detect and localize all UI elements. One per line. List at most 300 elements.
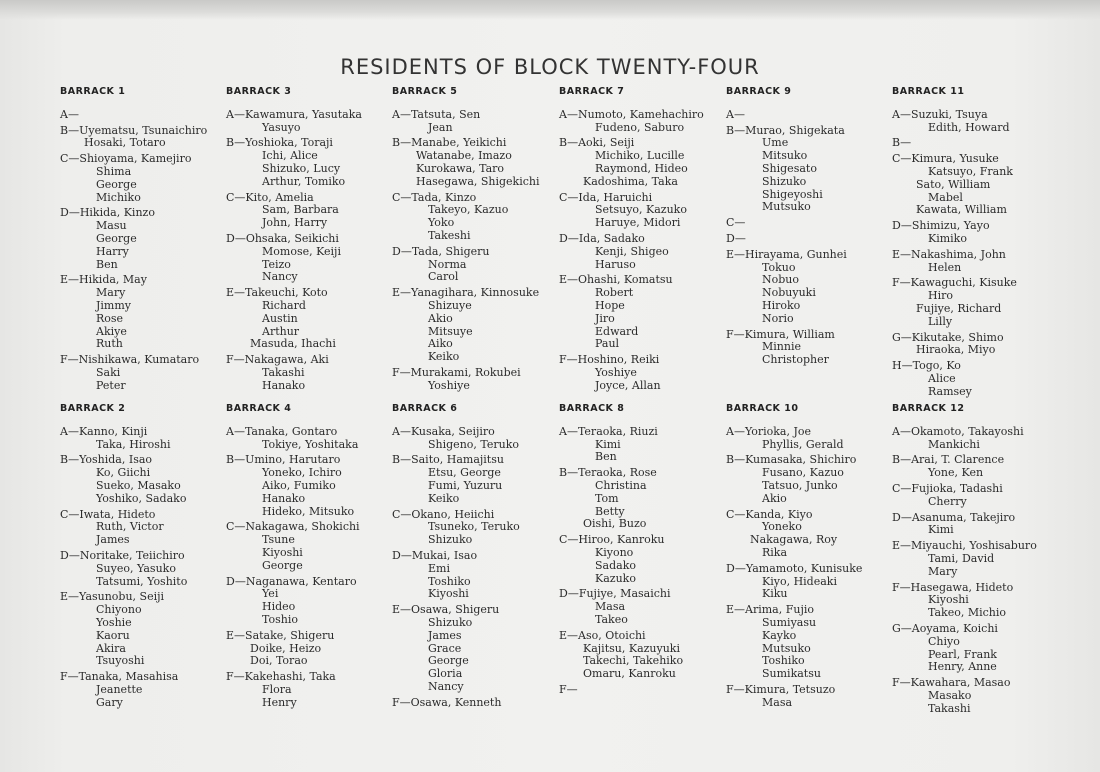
apartment-head-resident: A—Tatsuta, Sen — [392, 107, 481, 121]
resident-name: Kiyono — [595, 545, 634, 559]
resident-name: Masa — [762, 695, 793, 709]
resident-name: Chiyo — [928, 634, 960, 648]
page-top-edge — [0, 0, 1100, 20]
resident-name: George — [96, 231, 137, 245]
resident-name: Kawata, William — [916, 203, 1007, 217]
resident-name: Nobuyuki — [762, 286, 816, 300]
apartment-head-resident: H—Togo, Ko — [892, 359, 961, 373]
apartment-head-resident: A—Tanaka, Gontaro — [226, 424, 338, 438]
apartment-head-resident: E—Osawa, Shigeru — [392, 603, 500, 617]
apartment-head-resident: A—Kawamura, Yasutaka — [226, 107, 362, 121]
resident-name: Harry — [96, 244, 129, 258]
resident-name: Jiro — [595, 311, 615, 325]
resident-name: Takeo — [595, 612, 628, 626]
apartment-entry — [226, 109, 398, 135]
apartment-head-resident: E—Takeuchi, Koto — [226, 286, 328, 300]
apartment-head-resident: B—Manabe, Yeikichi — [392, 136, 507, 150]
apartment-head-resident: E—Ohashi, Komatsu — [559, 273, 673, 287]
resident-name: Sato, William — [916, 177, 991, 191]
apartment-entry — [726, 426, 898, 452]
apartment-head-resident: D—Shimizu, Yayo — [892, 219, 990, 233]
resident-name: Katsuyo, Frank — [928, 164, 1013, 178]
resident-name: Keiko — [428, 491, 460, 505]
resident-name: Yoneko, Ichiro — [262, 466, 342, 480]
apartment-entry — [892, 623, 1064, 674]
resident-name: Gary — [96, 695, 123, 709]
resident-name: Suyeo, Yasuko — [96, 561, 176, 575]
resident-name: Hanako — [262, 491, 306, 505]
apartment-entry — [892, 109, 1064, 135]
resident-name: Fusano, Kazuo — [762, 466, 844, 480]
apartment-head-resident: B—Aoki, Seiji — [559, 136, 635, 150]
resident-name: Sueko, Masako — [96, 478, 181, 492]
resident-name: Mitsuye — [428, 324, 473, 338]
apartment-head-resident: A—Numoto, Kamehachiro — [559, 107, 704, 121]
resident-name: Mankichi — [928, 437, 980, 451]
barrack-heading: BARRACK 6 — [392, 403, 458, 414]
apartment-head-resident: A—Okamoto, Takayoshi — [892, 424, 1024, 438]
apartment-entry — [60, 591, 232, 668]
barrack-block — [559, 403, 731, 700]
resident-name: Haruso — [595, 257, 636, 271]
apartment-head-resident: F—Nakagawa, Aki — [226, 353, 329, 367]
apartment-head-resident: D—Hikida, Kinzo — [60, 206, 155, 220]
resident-name: Shizuko — [762, 174, 807, 188]
apartment-entry — [392, 604, 564, 694]
resident-name: Sadako — [595, 558, 636, 572]
resident-name: Hiro — [928, 289, 953, 303]
apartment-entry — [726, 233, 898, 246]
resident-name: Yone, Ken — [928, 466, 984, 480]
resident-name: Mabel — [928, 190, 963, 204]
apartment-head-resident: B—Yoshioka, Toraji — [226, 136, 333, 150]
apartment-entry — [892, 540, 1064, 578]
resident-name: Norma — [428, 257, 467, 271]
resident-name: Akio — [428, 311, 453, 325]
resident-name: Fudeno, Saburo — [595, 120, 685, 134]
resident-name: Minnie — [762, 340, 801, 354]
apartment-head-resident: C—Ida, Haruichi — [559, 190, 653, 204]
apartment-entry — [559, 426, 731, 464]
resident-name: Flora — [262, 682, 292, 696]
resident-name: Yoshiye — [595, 365, 637, 379]
apartment-entry — [892, 332, 1064, 358]
apartment-entry — [226, 137, 398, 188]
apartment-head-resident: F—Hoshino, Reiki — [559, 353, 660, 367]
resident-name: Aiko — [428, 337, 453, 351]
resident-name: Kajitsu, Kazuyuki — [583, 641, 680, 655]
apartment-head-resident: A—Kanno, Kinji — [60, 424, 148, 438]
apartment-head-resident: B—Saito, Hamajitsu — [392, 453, 504, 467]
apartment-head-resident: F—Osawa, Kenneth — [392, 695, 502, 709]
resident-name: Kiku — [762, 587, 788, 601]
resident-name: Masu — [96, 219, 127, 233]
resident-name: Yei — [262, 587, 279, 601]
resident-name: Takashi — [928, 701, 971, 715]
apartment-entry — [60, 354, 232, 392]
apartment-entry — [892, 454, 1064, 480]
apartment-head-resident: E—Satake, Shigeru — [226, 628, 335, 642]
barrack-heading: BARRACK 7 — [559, 86, 625, 97]
apartment-entry — [60, 509, 232, 547]
resident-name: Toshiko — [762, 654, 805, 668]
resident-name: Tokuo — [762, 260, 796, 274]
apartment-entry — [892, 582, 1064, 620]
resident-name: Yasuyo — [262, 120, 301, 134]
apartment-entry — [892, 277, 1064, 328]
resident-name: Richard — [262, 298, 306, 312]
apartment-head-resident: C—Okano, Heiichi — [392, 507, 495, 521]
resident-name: Jean — [428, 120, 453, 134]
resident-name: Tsuyoshi — [96, 654, 145, 668]
apartment-entry — [559, 354, 731, 392]
apartment-entry — [559, 192, 731, 230]
apartment-entry — [226, 354, 398, 392]
apartment-entry — [559, 233, 731, 271]
resident-name: Kenji, Shigeo — [595, 244, 669, 258]
resident-name: John, Harry — [262, 216, 328, 230]
apartment-head-resident: E—Hikida, May — [60, 273, 147, 287]
apartment-entry — [892, 512, 1064, 538]
apartment-entry — [392, 454, 564, 505]
apartment-head-resident: F—Hasegawa, Hideto — [892, 580, 1014, 594]
resident-name: Akio — [762, 491, 787, 505]
apartment-head-resident: E—Miyauchi, Yoshisaburo — [892, 539, 1037, 553]
apartment-head-resident: F—Tanaka, Masahisa — [60, 670, 179, 684]
resident-name: Takashi — [262, 365, 305, 379]
apartment-head-resident: B—Umino, Harutaro — [226, 453, 341, 467]
apartment-entry — [726, 217, 898, 230]
apartment-entry — [392, 367, 564, 393]
apartment-head-resident: E—Yanagihara, Kinnosuke — [392, 286, 540, 300]
resident-name: Emi — [428, 561, 450, 575]
apartment-head-resident: C—Nakagawa, Shokichi — [226, 520, 360, 534]
barrack-block — [726, 86, 898, 370]
apartment-entry — [726, 684, 898, 710]
barrack-block — [60, 86, 232, 396]
resident-name: Ichi, Alice — [262, 149, 318, 163]
apartment-head-resident: C—Shioyama, Kamejiro — [60, 152, 192, 166]
resident-name: Oishi, Buzo — [583, 517, 647, 531]
apartment-entry — [726, 509, 898, 560]
barrack-block — [392, 403, 564, 713]
resident-name: Tami, David — [928, 551, 995, 565]
resident-name: Takeshi — [428, 228, 471, 242]
resident-name: Sam, Barbara — [262, 203, 339, 217]
apartment-head-resident: C—Fujioka, Tadashi — [892, 481, 1003, 495]
resident-name: George — [96, 177, 137, 191]
resident-name: Masako — [928, 688, 972, 702]
apartment-head-resident: F—Kimura, Tetsuzo — [726, 682, 836, 696]
apartment-entry — [892, 153, 1064, 217]
apartment-entry — [559, 630, 731, 681]
resident-name: Hiroko — [762, 298, 801, 312]
apartment-entry — [226, 671, 398, 709]
resident-name: Michiko, Lucille — [595, 149, 685, 163]
resident-name: Takeo, Michio — [928, 606, 1006, 620]
resident-name: Helen — [928, 260, 962, 274]
resident-name: Paul — [595, 337, 620, 351]
resident-name: Shigeno, Teruko — [428, 437, 520, 451]
apartment-head-resident: F—Kawahara, Masao — [892, 676, 1011, 690]
resident-name: Kimi — [595, 437, 621, 451]
resident-name: Saki — [96, 365, 121, 379]
apartment-head-resident: D—Naganawa, Kentaro — [226, 574, 357, 588]
resident-name: Chiyono — [96, 603, 142, 617]
apartment-head-resident: D—Ida, Sadako — [559, 231, 645, 245]
resident-name: Yoshiko, Sadako — [96, 491, 187, 505]
resident-name: Hope — [595, 298, 625, 312]
apartment-entry — [392, 109, 564, 135]
apartment-head-resident: D—Noritake, Teiichiro — [60, 548, 185, 562]
apartment-head-resident: A—Yorioka, Joe — [726, 424, 812, 438]
resident-name: Momose, Keiji — [262, 244, 341, 258]
barrack-block — [60, 403, 232, 713]
resident-name: Akiye — [96, 324, 127, 338]
apartment-entry — [60, 550, 232, 588]
resident-name: Cherry — [928, 494, 967, 508]
apartment-head-resident: E—Arima, Fujio — [726, 603, 814, 617]
resident-name: Toshio — [262, 612, 298, 626]
apartment-entry — [392, 246, 564, 284]
apartment-entry — [226, 454, 398, 518]
apartment-head-resident: E—Hirayama, Gunhei — [726, 247, 847, 261]
resident-name: Tokiye, Yoshitaka — [262, 437, 359, 451]
barrack-heading: BARRACK 10 — [726, 403, 799, 414]
resident-name: Nakagawa, Roy — [750, 533, 838, 547]
resident-name: Grace — [428, 641, 462, 655]
apartment-head-resident: E—Yasunobu, Seiji — [60, 590, 165, 604]
resident-name: Shizuye — [428, 298, 472, 312]
resident-name: Gloria — [428, 667, 463, 681]
apartment-entry — [559, 684, 731, 697]
resident-name: Shima — [96, 164, 132, 178]
apartment-head-resident: F—Murakami, Rokubei — [392, 365, 521, 379]
barrack-heading: BARRACK 3 — [226, 86, 292, 97]
resident-name: Phyllis, Gerald — [762, 437, 844, 451]
apartment-entry — [892, 220, 1064, 246]
resident-name: Arthur — [262, 324, 300, 338]
resident-name: Mitsuko — [762, 149, 808, 163]
apartment-head-resident: B—Kumasaka, Shichiro — [726, 453, 857, 467]
apartment-entry — [392, 697, 564, 710]
apartment-entry — [392, 192, 564, 243]
resident-name: Nancy — [262, 270, 298, 284]
resident-name: Edward — [595, 324, 639, 338]
apartment-head-resident: B—Murao, Shigekata — [726, 123, 845, 137]
resident-name: Doi, Torao — [250, 654, 308, 668]
resident-name: Nobuo — [762, 273, 799, 287]
resident-name: Tatsuo, Junko — [762, 478, 838, 492]
apartment-entry — [60, 426, 232, 452]
resident-name: Tsune — [262, 533, 295, 547]
apartment-entry — [60, 109, 232, 122]
resident-name: James — [428, 628, 462, 642]
apartment-head-resident: C—Iwata, Hideto — [60, 507, 156, 521]
apartment-head-resident: D—Mukai, Isao — [392, 548, 478, 562]
resident-name: Joyce, Allan — [595, 378, 661, 392]
apartment-head-resident: A— — [60, 107, 79, 121]
barrack-block — [226, 403, 398, 713]
resident-name: Aiko, Fumiko — [262, 478, 336, 492]
resident-name: Nancy — [428, 679, 464, 693]
resident-name: Kayko — [762, 628, 797, 642]
resident-name: Ko, Giichi — [96, 466, 151, 480]
apartment-head-resident: F—Nishikawa, Kumataro — [60, 353, 200, 367]
resident-name: Kazuko — [595, 571, 636, 585]
apartment-entry — [60, 671, 232, 709]
apartment-entry — [892, 360, 1064, 398]
resident-name: Henry, Anne — [928, 660, 997, 674]
resident-name: Sumiyasu — [762, 615, 817, 629]
apartment-head-resident: C—Kimura, Yusuke — [892, 152, 999, 166]
apartment-head-resident: A— — [726, 107, 745, 121]
apartment-entry — [226, 630, 398, 668]
apartment-entry — [60, 207, 232, 271]
barrack-heading: BARRACK 12 — [892, 403, 965, 414]
resident-name: Ben — [96, 257, 118, 271]
resident-name: Christopher — [762, 353, 829, 367]
apartment-entry — [892, 137, 1064, 150]
apartment-head-resident: D—Tada, Shigeru — [392, 244, 490, 258]
barrack-block — [392, 86, 564, 396]
apartment-entry — [726, 329, 898, 367]
resident-name: Kiyo, Hideaki — [762, 574, 837, 588]
resident-name: Sumikatsu — [762, 667, 821, 681]
resident-name: Tsuneko, Teruko — [428, 520, 520, 534]
resident-name: Henry — [262, 695, 297, 709]
apartment-head-resident: D—Asanuma, Takejiro — [892, 510, 1016, 524]
resident-name: Austin — [262, 311, 298, 325]
apartment-entry — [726, 604, 898, 681]
apartment-head-resident: F—Kimura, William — [726, 327, 835, 341]
resident-name: Rose — [96, 311, 124, 325]
apartment-head-resident: A—Kusaka, Seijiro — [392, 424, 495, 438]
apartment-entry — [392, 509, 564, 547]
barrack-heading: BARRACK 2 — [60, 403, 126, 414]
apartment-entry — [226, 287, 398, 351]
resident-name: Etsu, George — [428, 466, 501, 480]
apartment-head-resident: C—Tada, Kinzo — [392, 190, 477, 204]
resident-name: Toshiko — [428, 574, 471, 588]
apartment-head-resident: E—Nakashima, John — [892, 247, 1006, 261]
resident-name: Hosaki, Totaro — [84, 136, 166, 150]
barrack-block — [226, 86, 398, 396]
resident-name: Masa — [595, 600, 626, 614]
apartment-head-resident: D—Fujiye, Masaichi — [559, 587, 671, 601]
resident-name: Shigesato — [762, 161, 817, 175]
resident-name: Ruth, Victor — [96, 520, 164, 534]
resident-name: Shigeyoshi — [762, 187, 823, 201]
resident-name: Lilly — [928, 314, 953, 328]
apartment-head-resident: F— — [559, 682, 578, 696]
apartment-head-resident: C—Hiroo, Kanroku — [559, 533, 665, 547]
apartment-head-resident: F—Kawaguchi, Kisuke — [892, 276, 1017, 290]
resident-name: Fumi, Yuzuru — [428, 478, 503, 492]
barrack-block — [726, 403, 898, 713]
apartment-entry — [559, 467, 731, 531]
apartment-entry — [726, 109, 898, 122]
barrack-block — [892, 86, 1064, 402]
resident-name: Kiyoshi — [928, 593, 969, 607]
apartment-entry — [559, 534, 731, 585]
resident-name: Ben — [595, 450, 617, 464]
apartment-entry — [226, 233, 398, 284]
apartment-head-resident: E—Aso, Otoichi — [559, 628, 646, 642]
resident-name: Kadoshima, Taka — [583, 174, 678, 188]
apartment-head-resident: C—Kanda, Kiyo — [726, 507, 813, 521]
resident-name: Norio — [762, 311, 794, 325]
resident-name: Hiraoka, Miyo — [916, 343, 996, 357]
resident-name: Kaoru — [96, 628, 130, 642]
apartment-entry — [226, 426, 398, 452]
apartment-head-resident: F—Kakehashi, Taka — [226, 670, 336, 684]
apartment-entry — [559, 109, 731, 135]
resident-name: Haruye, Midori — [595, 216, 681, 230]
apartment-entry — [392, 287, 564, 364]
apartment-entry — [60, 274, 232, 351]
resident-name: Mutsuko — [762, 641, 811, 655]
resident-name: Hanako — [262, 378, 306, 392]
apartment-entry — [726, 125, 898, 215]
resident-name: Teizo — [262, 257, 291, 271]
resident-name: Peter — [96, 378, 126, 392]
apartment-entry — [60, 454, 232, 505]
resident-name: Watanabe, Imazo — [416, 149, 512, 163]
apartment-entry — [892, 677, 1064, 715]
page-title: RESIDENTS OF BLOCK TWENTY-FOUR — [340, 55, 760, 79]
apartment-entry — [726, 454, 898, 505]
resident-name: Betty — [595, 504, 625, 518]
barrack-heading: BARRACK 11 — [892, 86, 965, 97]
resident-name: Alice — [928, 371, 956, 385]
apartment-head-resident: D—Ohsaka, Seikichi — [226, 231, 339, 245]
resident-name: Mary — [928, 564, 958, 578]
resident-name: Rika — [762, 545, 788, 559]
resident-name: Jeanette — [96, 682, 143, 696]
resident-name: Ramsey — [928, 384, 972, 398]
resident-name: Jimmy — [96, 298, 132, 312]
resident-name: Ruth — [96, 337, 123, 351]
apartment-head-resident: C— — [726, 216, 746, 230]
apartment-entry — [226, 576, 398, 627]
resident-name: Hideo — [262, 600, 296, 614]
resident-name: Yoneko — [762, 520, 802, 534]
apartment-entry — [559, 274, 731, 351]
resident-name: Kiyoshi — [428, 587, 469, 601]
barrack-heading: BARRACK 1 — [60, 86, 126, 97]
resident-name: George — [262, 558, 303, 572]
apartment-entry — [392, 550, 564, 601]
resident-name: Kiyoshi — [262, 545, 303, 559]
resident-name: Kurokawa, Taro — [416, 161, 505, 175]
resident-name: Christina — [595, 478, 647, 492]
apartment-entry — [226, 192, 398, 230]
apartment-entry — [559, 588, 731, 626]
resident-name: James — [96, 533, 130, 547]
apartment-head-resident: B—Teraoka, Rose — [559, 466, 657, 480]
resident-name: Yoshie — [96, 615, 132, 629]
apartment-entry — [392, 426, 564, 452]
resident-name: Takechi, Takehiko — [583, 654, 684, 668]
barrack-block — [559, 86, 731, 396]
apartment-head-resident: A—Suzuki, Tsuya — [892, 107, 988, 121]
apartment-entry — [60, 125, 232, 151]
resident-name: Edith, Howard — [928, 120, 1010, 134]
resident-name: Mutsuko — [762, 200, 811, 214]
barrack-heading: BARRACK 8 — [559, 403, 625, 414]
apartment-head-resident: B—Arai, T. Clarence — [892, 453, 1005, 467]
